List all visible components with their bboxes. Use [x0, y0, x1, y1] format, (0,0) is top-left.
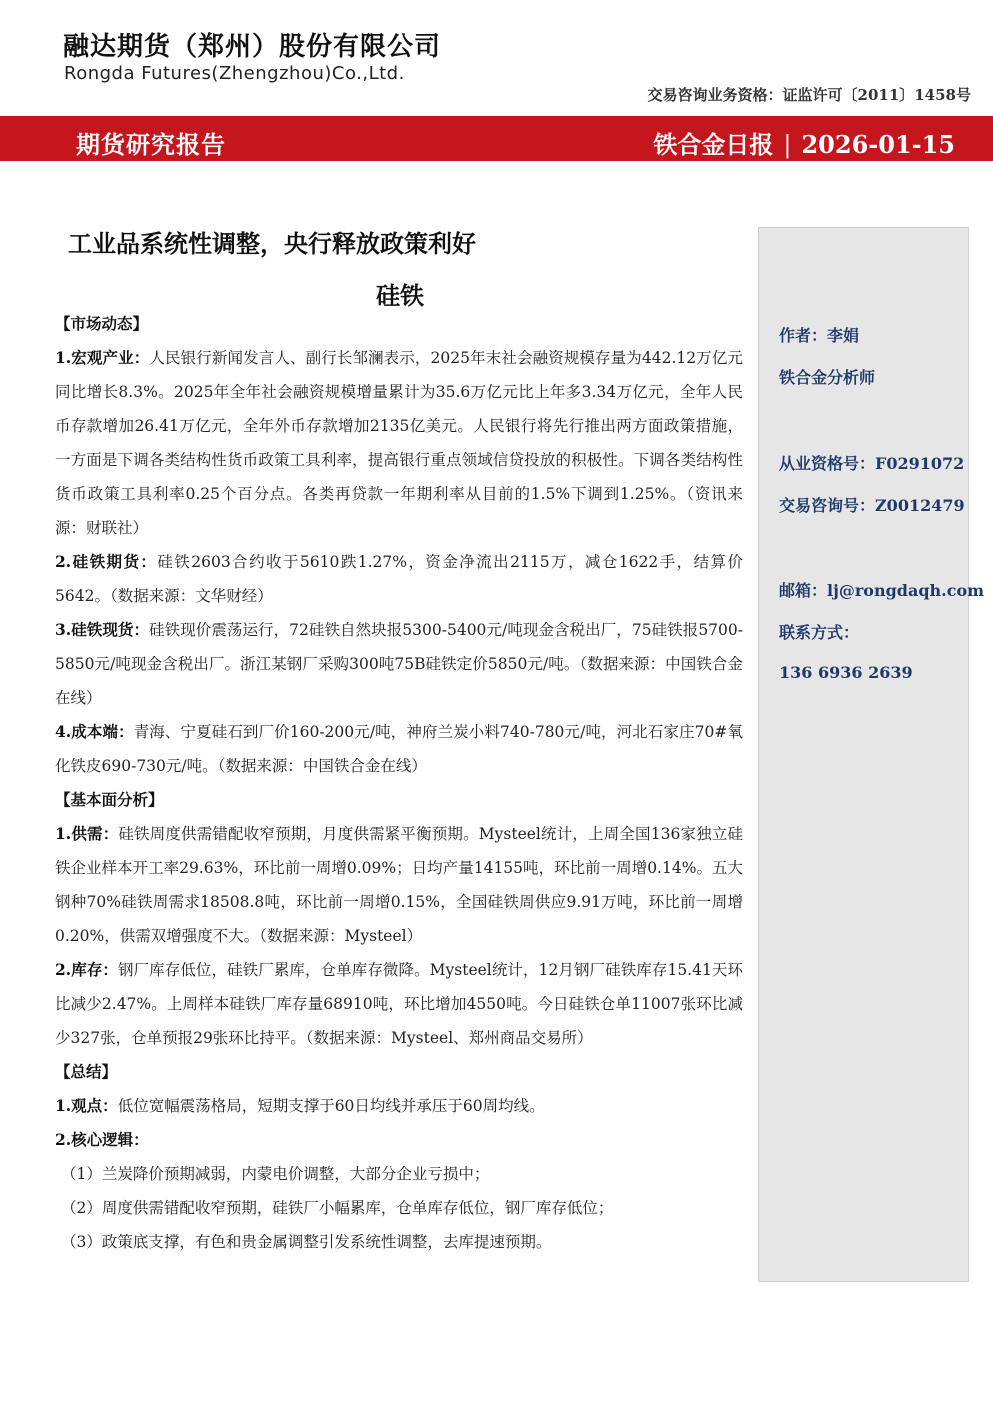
- text-view: 低位宽幅震荡格局，短期支撑于60日均线并承压于60周均线。: [117, 1097, 545, 1115]
- section-heading-market: 【市场动态】: [55, 314, 149, 333]
- logic-item: （3）政策底支撑，有色和贵金属调整引发系统性调整，去库提速预期。: [61, 1233, 552, 1251]
- text-supply: 硅铁周度供需错配收窄预期，月度供需紧平衡预期。Mysteel统计，上周全国136家独立硅铁企业样本开工率29.63%，环比前一周增0.09%；日均产量14155吨，环比前一周增0.14%。五大钢种70%硅铁周需求18508.8吨，环比前一周增0.15%，全国硅铁周供应9.91万吨，环比前一周增0.20%，供需双增强度不大。（数据来源：Mysteel）: [55, 825, 743, 945]
- banner-separator: |: [783, 131, 792, 159]
- label-core-logic: 2.核心逻辑：: [55, 1130, 149, 1149]
- report-category: 期货研究报告: [76, 130, 226, 159]
- label-supply: 1.供需：: [55, 824, 119, 843]
- qualification-number: 从业资格号：F0291072: [779, 454, 965, 473]
- section-heading-summary: 【总结】: [55, 1062, 118, 1081]
- report-subject: 硅铁: [376, 281, 424, 310]
- label-futures: 2.硅铁期货：: [55, 552, 158, 571]
- license-text: 交易咨询业务资格：证监许可〔2011〕1458号: [647, 86, 971, 104]
- logic-item: （2）周度供需错配收窄预期，硅铁厂小幅累库，仓单库存低位，钢厂库存低位；: [61, 1199, 614, 1217]
- paragraph-macro: [55, 341, 743, 545]
- label-macro: 1.宏观产业：: [55, 348, 150, 367]
- label-cost: 4.成本端：: [55, 722, 134, 741]
- author-sidebar: [758, 227, 985, 1282]
- section-heading-fundamental: 【基本面分析】: [55, 790, 164, 809]
- text-futures: 硅铁2603合约收于5610跌1.27%，资金净流出2115万，减仓1622手，结算价5642。（数据来源：文华财经）: [55, 553, 743, 605]
- contact-label: 联系方式：: [779, 623, 860, 642]
- text-macro: 人民银行新闻发言人、副行长邹澜表示，2025年末社会融资规模存量为442.12万亿元同比增长8.3%。2025年全年社会融资规模增量累计为35.6万亿元比上年多3.34万亿元，全年人民币存款增加26.41万亿元，全年外币存款增加2135亿美元。人民银行将先行推出两方面政策措施，一方面是下调各类结构性货币政策工具利率，提高银行重点领域信贷投放的积极性。下调各类结构性货币政策工具利率0.25个百分点。各类再贷款一年期利率从目前的1.5%下调到1.25%。（资讯来源：财联社）: [55, 349, 744, 537]
- author-role: 铁合金分析师: [779, 368, 876, 387]
- consulting-number: 交易咨询号：Z0012479: [779, 496, 965, 515]
- label-spot: 3.硅铁现货：: [55, 620, 150, 639]
- author-name: 作者：李娟: [779, 326, 860, 345]
- paragraph-spot: [55, 613, 743, 715]
- report-body: [55, 307, 743, 1259]
- text-cost: 青海、宁夏硅石到厂价160-200元/吨，神府兰炭小料740-780元/吨，河北石家庄70#氧化铁皮690-730元/吨。（数据来源：中国铁合金在线）: [55, 723, 743, 775]
- label-view: 1.观点：: [55, 1096, 118, 1115]
- report-name: 铁合金日报: [653, 130, 774, 159]
- text-inventory: 钢厂库存低位，硅铁厂累库，仓单库存微降。Mysteel统计，12月钢厂硅铁库存15.41天环比减少2.47%。上周样本硅铁厂库存量68910吨，环比增加4550吨。今日硅铁仓单11007张环比减少327张，仓单预报29张环比持平。（数据来源：Mysteel、郑州商品交易所）: [55, 961, 743, 1047]
- company-name-cn: 融达期货（郑州）股份有限公司: [63, 32, 442, 62]
- paragraph-supply: [55, 817, 743, 953]
- text-spot: 硅铁现价震荡运行，72硅铁自然块报5300-5400元/吨现金含税出厂，75硅铁报5700-5850元/吨现金含税出厂。浙江某钢厂采购300吨75B硅铁定价5850元/吨。（数据来源：中国铁合金在线）: [55, 621, 743, 707]
- report-date: 2026-01-15: [801, 130, 955, 159]
- author-email: 邮箱：lj@rongdaqh.com: [779, 581, 985, 600]
- paragraph-cost: [55, 715, 743, 783]
- report-banner: [0, 116, 993, 161]
- paragraph-inventory: [55, 953, 743, 1055]
- contact-phone: 136 6936 2639: [779, 663, 913, 682]
- label-inventory: 2.库存：: [55, 960, 119, 979]
- company-name-en: Rongda Futures(Zhengzhou)Co.,Ltd.: [64, 63, 405, 84]
- logic-item: （1）兰炭降价预期减弱，内蒙电价调整，大部分企业亏损中；: [61, 1165, 490, 1183]
- paragraph-futures: [55, 545, 743, 613]
- report-headline: 工业品系统性调整，央行释放政策利好: [68, 229, 476, 258]
- paragraph-view: [55, 1089, 743, 1123]
- report-meta: [653, 125, 955, 160]
